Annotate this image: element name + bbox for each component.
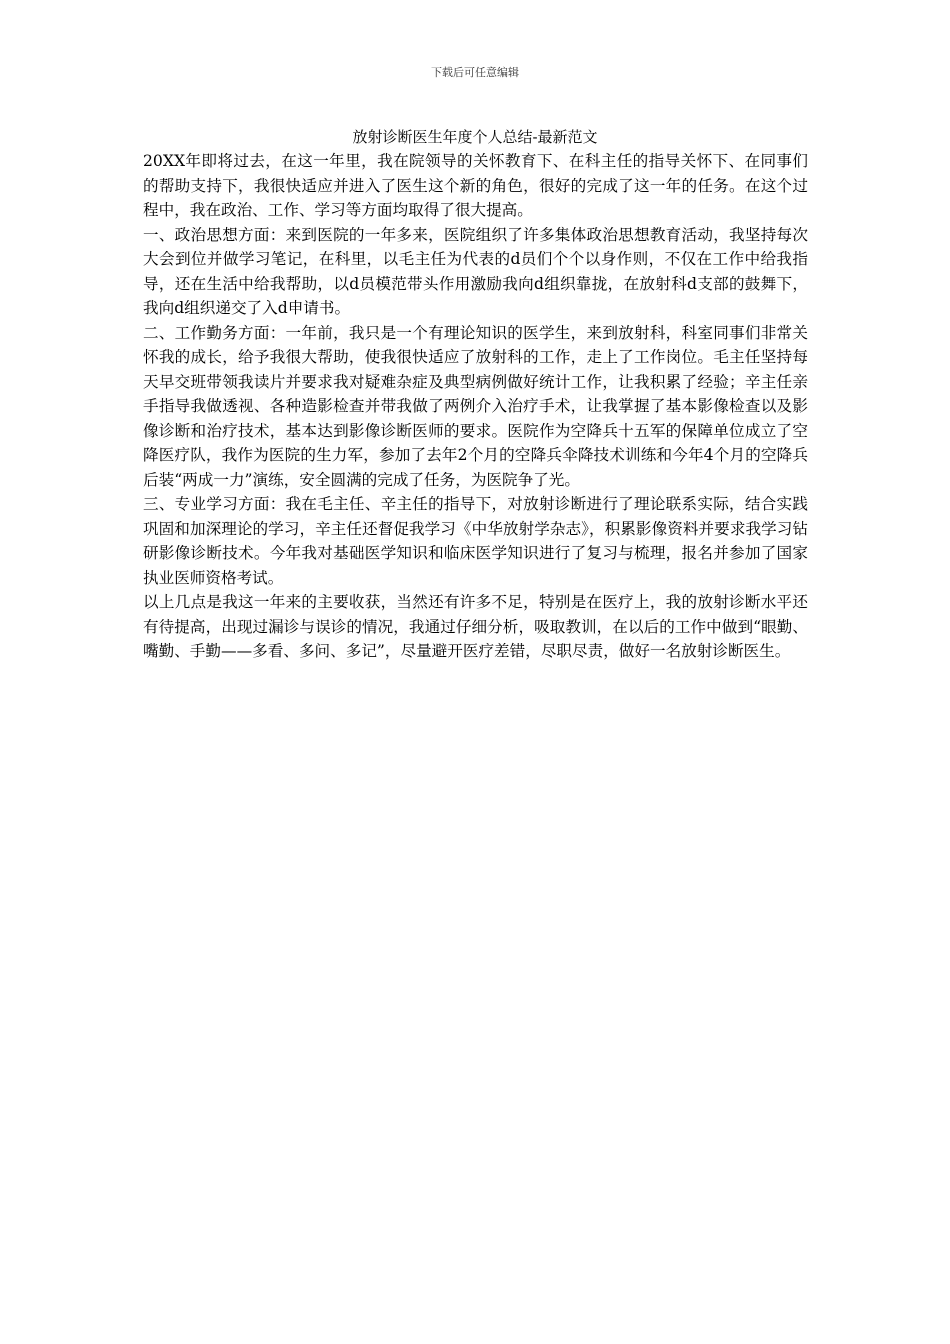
paragraph-intro: 20XX年即将过去，在这一年里，我在院领导的关怀教育下、在科主任的指导关怀下、在同事们的帮助支持下，我很快适应并进入了医生这个新的角色，很好的完成了这一年的任务。在这个过程中，我在政治、工作、学习等方面均取得了很大提高。 — [143, 152, 808, 219]
document-title: 放射诊断医生年度个人总结-最新范文 — [352, 128, 598, 146]
paragraph-work: 二、工作勤务方面：一年前，我只是一个有理论知识的医学生，来到放射科，科室同事们非常关怀我的成长，给予我很大帮助，使我很快适应了放射科的工作，走上了工作岗位。毛主任坚持每天早交班带领我读片并要求我对疑难杂症及典型病例做好统计工作，让我积累了经验；辛主任亲手指导我做透视、各种造影检查并带我做了两例介入治疗手术，让我掌握了基本影像检查以及影像诊断和治疗技术，基本达到影像诊断医师的要求。医院作为空降兵十五军的保障单位成立了空降医疗队，我作为医院的生力军，参加了去年2个月的空降兵伞降技术训练和今年4个月的空降兵后装“两成一力”演练，安全圆满的完成了任务，为医院争了光。 — [143, 323, 808, 489]
header-note: 下载后可任意编辑 — [431, 66, 519, 79]
paragraph-conclusion: 以上几点是我这一年来的主要收获，当然还有许多不足，特别是在医疗上，我的放射诊断水平还有待提高，出现过漏诊与误诊的情况，我通过仔细分析，吸取教训，在以后的工作中做到“眼勤、嘴勤、手勤——多看、多问、多记”，尽量避开医疗差错，尽职尽责，做好一名放射诊断医生。 — [143, 593, 808, 660]
document-body — [143, 149, 808, 664]
paragraph-political: 一、政治思想方面：来到医院的一年多来，医院组织了许多集体政治思想教育活动，我坚持每次大会到位并做学习笔记，在科里，以毛主任为代表的d员们个个以身作则，不仅在工作中给我指导，还在生活中给我帮助，以d员模范带头作用激励我向d组织靠拢，在放射科d支部的鼓舞下，我向d组织递交了入d申请书。 — [143, 225, 808, 317]
paragraph-study: 三、专业学习方面：我在毛主任、辛主任的指导下，对放射诊断进行了理论联系实际，结合实践巩固和加深理论的学习，辛主任还督促我学习《中华放射学杂志》，积累影像资料并要求我学习钻研影像诊断技术。今年我对基础医学知识和临床医学知识进行了复习与梳理，报名并参加了国家执业医师资格考试。 — [143, 495, 808, 587]
